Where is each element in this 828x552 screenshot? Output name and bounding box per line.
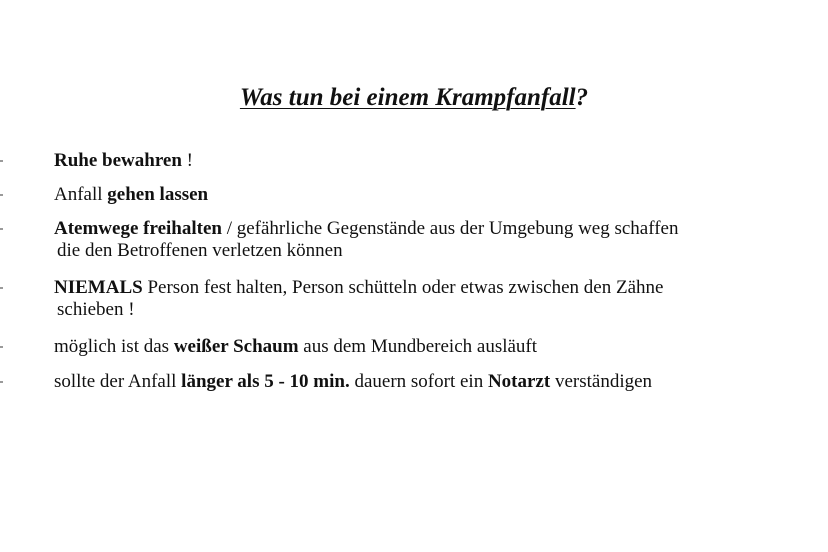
page-title-question-mark: ? — [575, 84, 589, 111]
page-title — [0, 82, 828, 114]
item-text: möglich ist das — [54, 336, 174, 357]
bullet-marker-icon — [0, 194, 3, 196]
item-text: dauern sofort ein — [349, 371, 488, 392]
list-item — [0, 218, 678, 262]
item-text-bold: NIEMALS — [54, 277, 143, 298]
list-item — [0, 277, 663, 321]
item-text-bold: länger als 5 - 10 min. — [181, 371, 350, 392]
item-text: sollte der Anfall — [54, 371, 182, 392]
item-text-bold: gehen lassen — [107, 184, 209, 205]
item-text-bold: Atemwege freihalten — [54, 218, 222, 239]
list-item — [0, 150, 193, 172]
item-text-bold: weißer Schaum — [173, 336, 299, 357]
item-text: Anfall — [54, 184, 108, 205]
item-text: ! — [181, 150, 193, 171]
item-text: / gefährliche Gegenstände aus der Umgebung weg schaffen — [221, 218, 679, 239]
item-text-bold: Ruhe bewahren — [54, 150, 182, 171]
item-text-continuation: die den Betroffenen verletzen können — [57, 240, 343, 261]
item-text-bold: Notarzt — [487, 371, 551, 392]
item-text: verständigen — [550, 371, 653, 392]
list-item — [0, 184, 208, 206]
list-item — [0, 371, 652, 393]
item-text-continuation: schieben ! — [57, 299, 135, 320]
list-item — [0, 336, 537, 358]
bullet-marker-icon — [0, 381, 3, 383]
bullet-marker-icon — [0, 346, 3, 348]
bullet-marker-icon — [0, 287, 3, 289]
bullet-marker-icon — [0, 160, 3, 162]
bullet-marker-icon — [0, 228, 3, 230]
item-text: aus dem Mundbereich ausläuft — [298, 336, 538, 357]
page-title-text: Was tun bei einem Krampfanfall — [239, 84, 576, 111]
item-text: Person fest halten, Person schütteln oder etwas zwischen den Zähne — [142, 277, 664, 298]
